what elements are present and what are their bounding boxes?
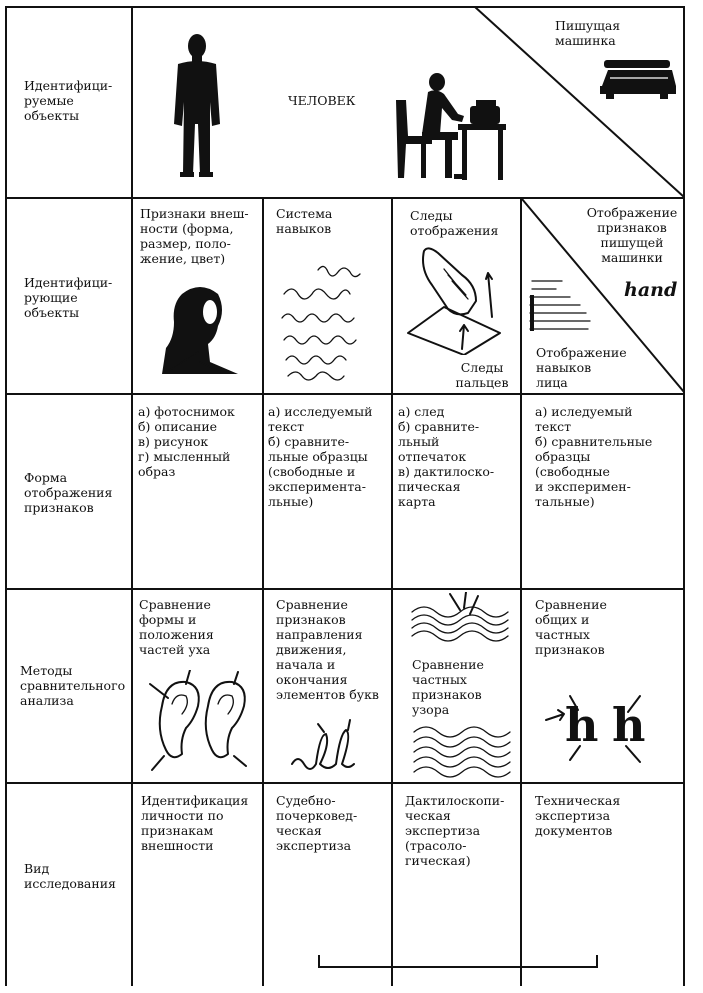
methods-cell-handwriting: Сравнение признаков направления движения, начала и окончания элементов букв (276, 597, 379, 702)
typewriter-text-sample-icon (528, 275, 618, 335)
person-skills-text: Отображение навыков лица (536, 345, 627, 390)
traces-title-text: Следы отображения (410, 208, 499, 238)
typewriter-label: Пишущая машинка (555, 18, 621, 48)
papillary-pattern-bottom-icon (412, 718, 512, 778)
handwritten-hand-word: hand (624, 279, 678, 301)
types-cell-identification: Идентификация личности по признакам внешности (141, 793, 249, 853)
handwriting-sample-icon (278, 262, 378, 382)
standing-man-icon (166, 32, 226, 182)
row-label-types: Вид исследования (24, 861, 116, 891)
glyph-h-left: h (565, 698, 599, 752)
skills-system-text: Система навыков (276, 206, 333, 236)
typewriter-icon (598, 56, 678, 102)
forms-cell-appearance: а) фотоснимок б) описание в) рисунок г) мысленный образ (138, 404, 235, 479)
papillary-pattern-top-icon (410, 592, 510, 647)
types-cell-fingerprint-exam: Дактилоскопи- ческая экспертиза (трасоло- гическая) (405, 793, 505, 868)
row-label-identifying: Идентифици- рующие объекты (24, 275, 113, 320)
methods-cell-features: Сравнение общих и частных признаков (535, 597, 607, 657)
finger-traces-text: Следы пальцев (455, 360, 509, 390)
forms-cell-documents: а) иследуемый текст б) сравнительные образцы (свободные и эксперимен- тальные) (535, 404, 653, 509)
row-label-methods: Методы сравнительного анализа (20, 663, 126, 708)
forms-cell-fingerprints: а) след б) сравните- льный отпечаток в) дактилоско- пическая карта (398, 404, 495, 509)
person-label: ЧЕЛОВЕК (288, 93, 356, 108)
forms-cell-handwriting: а) исследуемый текст б) сравните- льные образцы (свободные и эксперимента- льные) (268, 404, 373, 509)
man-typing-icon (392, 70, 517, 185)
ear-comparison-icon (146, 670, 256, 775)
row-label-forms: Форма отображения признаков (24, 470, 113, 515)
typewriter-marks-text: Отображение признаков пишущей машинки (586, 205, 678, 265)
row-label-identified: Идентифици- руемые объекты (24, 78, 113, 123)
types-cell-handwriting-exam: Судебно- почерковед- ческая экспертиза (276, 793, 358, 853)
methods-cell-ear: Сравнение формы и положения частей уха (139, 597, 214, 657)
fingerprint-hand-icon (404, 245, 504, 355)
types-cell-document-exam: Техническая экспертиза документов (535, 793, 621, 838)
methods-cell-pattern: Сравнение частных признаков узора (412, 657, 484, 717)
appearance-features-text: Признаки внеш- ности (форма, размер, поло- жение, цвет) (140, 206, 249, 266)
glyph-h-right: h (612, 698, 646, 752)
letter-elements-icon (288, 718, 368, 778)
glyph-comparison-arrows-icon (540, 690, 650, 770)
head-profile-icon (160, 282, 240, 377)
